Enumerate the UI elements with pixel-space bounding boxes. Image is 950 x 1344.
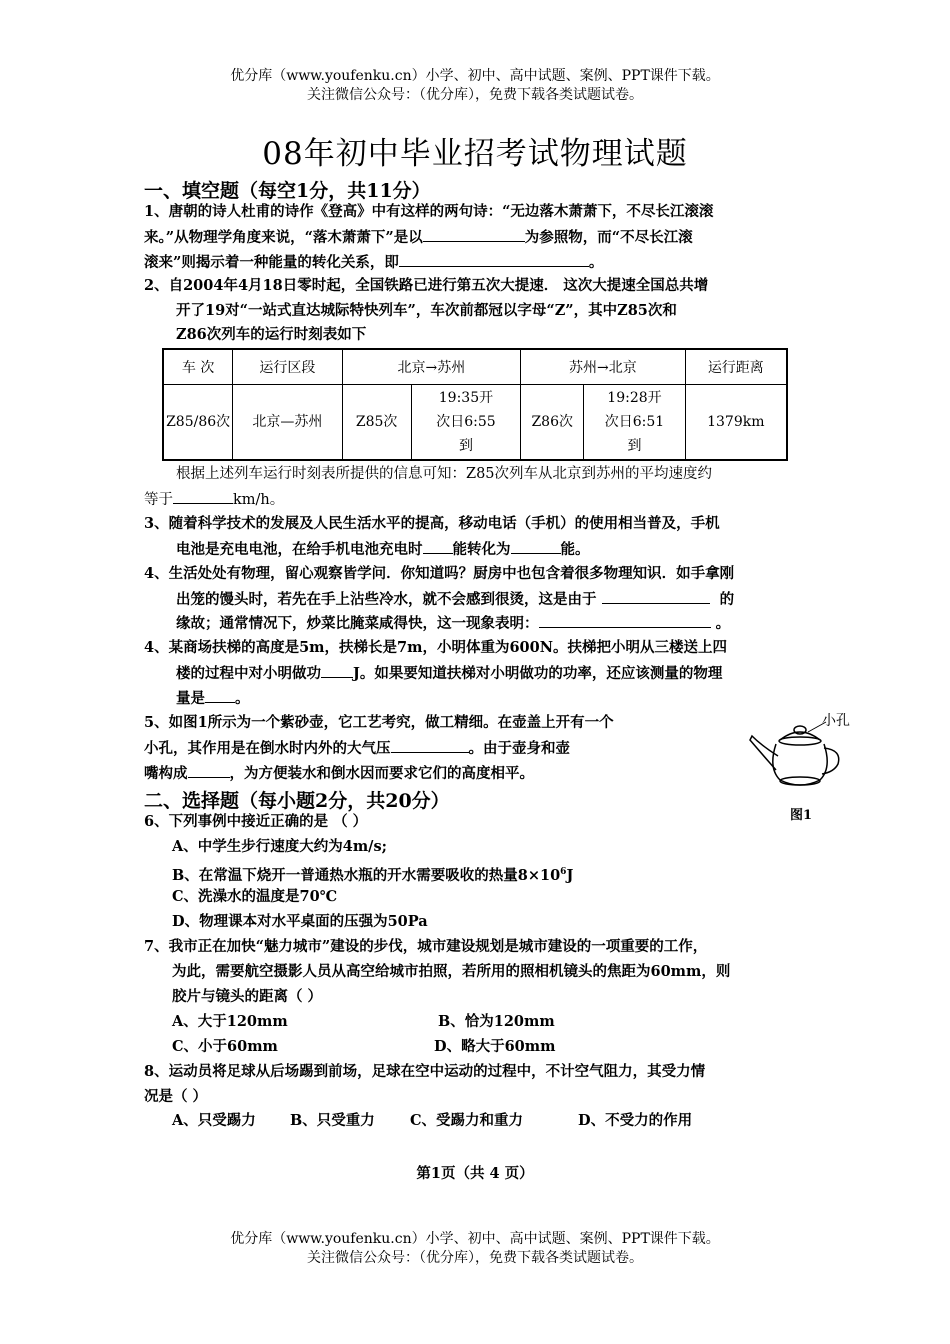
th-section: 运行区段 — [233, 349, 342, 384]
q4a-line-2: 出笼的馒头时，若先在手上沾些冷水，就不会感到很烫，这是由于 的 — [176, 591, 735, 608]
cell-a-times: 19:35开 次日6:55 到 — [411, 384, 520, 460]
teapot-figure — [748, 710, 858, 823]
q4a-blank-1[interactable] — [602, 589, 710, 604]
q5-blank-2[interactable] — [188, 763, 230, 778]
q3-line-1: 3、随着科学技术的发展及人民生活水平的提高，移动电话（手机）的使用相当普及，手机 — [144, 515, 720, 532]
cell-b-times: 19:28开 次日6:51 到 — [584, 384, 685, 460]
q5-line-1: 5、如图1所示为一个紫砂壶，它工艺考究，做工精细。在壶盖上开有一个 — [144, 714, 614, 731]
q8-option-b: B、只受重力 — [290, 1112, 375, 1129]
q4b-blank-1[interactable] — [321, 663, 353, 678]
th-train: 车 次 — [163, 349, 233, 384]
footer-line-1: 优分库（www.youfenku.cn）小学、初中、高中试题、案例、PPT课件下载。 — [230, 1231, 720, 1247]
q7-option-d: D、略大于60mm — [434, 1038, 556, 1055]
header-line-1: 优分库（www.youfenku.cn）小学、初中、高中试题、案例、PPT课件下载。 — [230, 68, 720, 84]
q8-option-c: C、受踢力和重力 — [410, 1112, 524, 1129]
q6-option-d: D、物理课本对水平桌面的压强为50Pa — [172, 913, 428, 930]
section-heading-choice: 二、选择题（每小题2分，共20分） — [144, 790, 450, 812]
q5-line-2: 小孔，其作用是在倒水时内外的大气压 。由于壶身和壶 — [144, 740, 570, 757]
q3-blank-1[interactable] — [423, 539, 453, 554]
q3-line-2: 电池是充电电池，在给手机电池充电时 能转化为 能。 — [176, 541, 590, 558]
q1-blank-1[interactable] — [423, 227, 525, 242]
train-timetable — [162, 348, 788, 461]
q5-blank-1[interactable] — [391, 738, 469, 753]
q1-line-3: 滚来”则揭示着一种能量的转化关系，即 。 — [144, 254, 604, 271]
q8-line-1: 8、运动员将足球从后场踢到前场，足球在空中运动的过程中，不计空气阻力，其受力情 — [144, 1063, 706, 1080]
q2-line-4: 根据上述列车运行时刻表所提供的信息可知：Z85次列车从北京到苏州的平均速度约 — [176, 466, 713, 482]
q2-line-1: 2、自2004年4月18日零时起，全国铁路已进行第五次大提速． 这次大提速全国总共增 — [144, 277, 709, 294]
q6-option-c: C、洗澡水的温度是70℃ — [172, 888, 338, 905]
cell-distance: 1379km — [685, 384, 787, 460]
cell-a-train: Z85次 — [342, 384, 411, 460]
q7-option-b: B、恰为120mm — [438, 1013, 555, 1030]
cell-train: Z85/86次 — [163, 384, 233, 460]
q7-option-c: C、小于60mm — [172, 1038, 278, 1055]
q8-option-a: A、只受踢力 — [172, 1112, 256, 1129]
q5-line-3: 嘴构成 ，为方便装水和倒水因而要求它们的高度相平。 — [144, 765, 534, 782]
q1-blank-2[interactable] — [399, 252, 589, 267]
th-bj-sz: 北京→苏州 — [342, 349, 521, 384]
q3-blank-2[interactable] — [511, 539, 561, 554]
q4b-line-3: 量是 。 — [176, 690, 250, 707]
footer-line-2: 关注微信公众号：（优分库），免费下载各类试题试卷。 — [307, 1250, 643, 1266]
th-sz-bj: 苏州→北京 — [521, 349, 686, 384]
q1-line-1: 1、唐朝的诗人杜甫的诗作《登高》中有这样的两句诗：“无边落木萧萧下，不尽长江滚滚 — [144, 203, 714, 220]
figure-caption: 图1 — [790, 808, 813, 823]
q4b-blank-2[interactable] — [205, 688, 235, 703]
q1-line-2: 来。”从物理学角度来说，“落木萧萧下”是以 为参照物，而“不尽长江滚 — [144, 229, 693, 246]
q7-line-3: 胶片与镜头的距离（ ） — [172, 988, 323, 1005]
q2-line-5: 等于 km/h。 — [144, 489, 284, 510]
q2-line-2: 开了19对“一站式直达城际特快列车”，车次前都冠以字母“Z”，其中Z85次和 — [176, 302, 677, 319]
q6-option-a: A、中学生步行速度大约为4m/s; — [172, 838, 387, 855]
q7-option-a: A、大于120mm — [172, 1013, 288, 1030]
page-title: 08年初中毕业招考试物理试题 — [262, 136, 688, 172]
th-distance: 运行距离 — [685, 349, 787, 384]
q4a-line-1: 4、生活处处有物理，留心观察皆学问．你知道吗？厨房中也包含着很多物理知识．如手拿刚 — [144, 565, 735, 582]
figure-label-hole: 小孔 — [822, 713, 850, 729]
q4a-blank-2[interactable] — [539, 613, 711, 628]
q6-stem: 6、下列事例中接近正确的是 （ ） — [144, 813, 368, 830]
q2-line-3: Z86次列车的运行时刻表如下 — [176, 326, 367, 343]
q2-blank[interactable] — [173, 489, 233, 504]
q4b-line-1: 4、某商场扶梯的高度是5m，扶梯长是7m，小明体重为600N。扶梯把小明从三楼送上四 — [144, 639, 727, 656]
q8-option-d: D、不受力的作用 — [578, 1112, 693, 1129]
q7-line-1: 7、我市正在加快“魅力城市”建设的步伐，城市建设规划是城市建设的一项重要的工作， — [144, 938, 708, 955]
cell-b-train: Z86次 — [521, 384, 584, 460]
q8-line-2: 况是（ ） — [144, 1088, 208, 1105]
page-number: 第1页（共 4 页） — [416, 1165, 534, 1182]
q7-line-2: 为此，需要航空摄影人员从高空给城市拍照，若所用的照相机镜头的焦距为60mm，则 — [172, 963, 731, 980]
q4b-line-2: 楼的过程中对小明做功 J。如果要知道扶梯对小明做功的功率，还应该测量的物理 — [176, 665, 723, 682]
header-line-2: 关注微信公众号：（优分库），免费下载各类试题试卷。 — [307, 87, 643, 103]
section-heading-fill-in: 一、填空题（每空1分，共11分） — [144, 180, 431, 202]
q6-option-b: B、在常温下烧开一普通热水瓶的开水需要吸收的热量$8\times 10^6J$ — [172, 866, 574, 884]
q4a-line-3: 缘故；通常情况下，炒菜比腌菜咸得快，这一现象表明： 。 — [176, 615, 731, 632]
cell-section: 北京—苏州 — [233, 384, 342, 460]
